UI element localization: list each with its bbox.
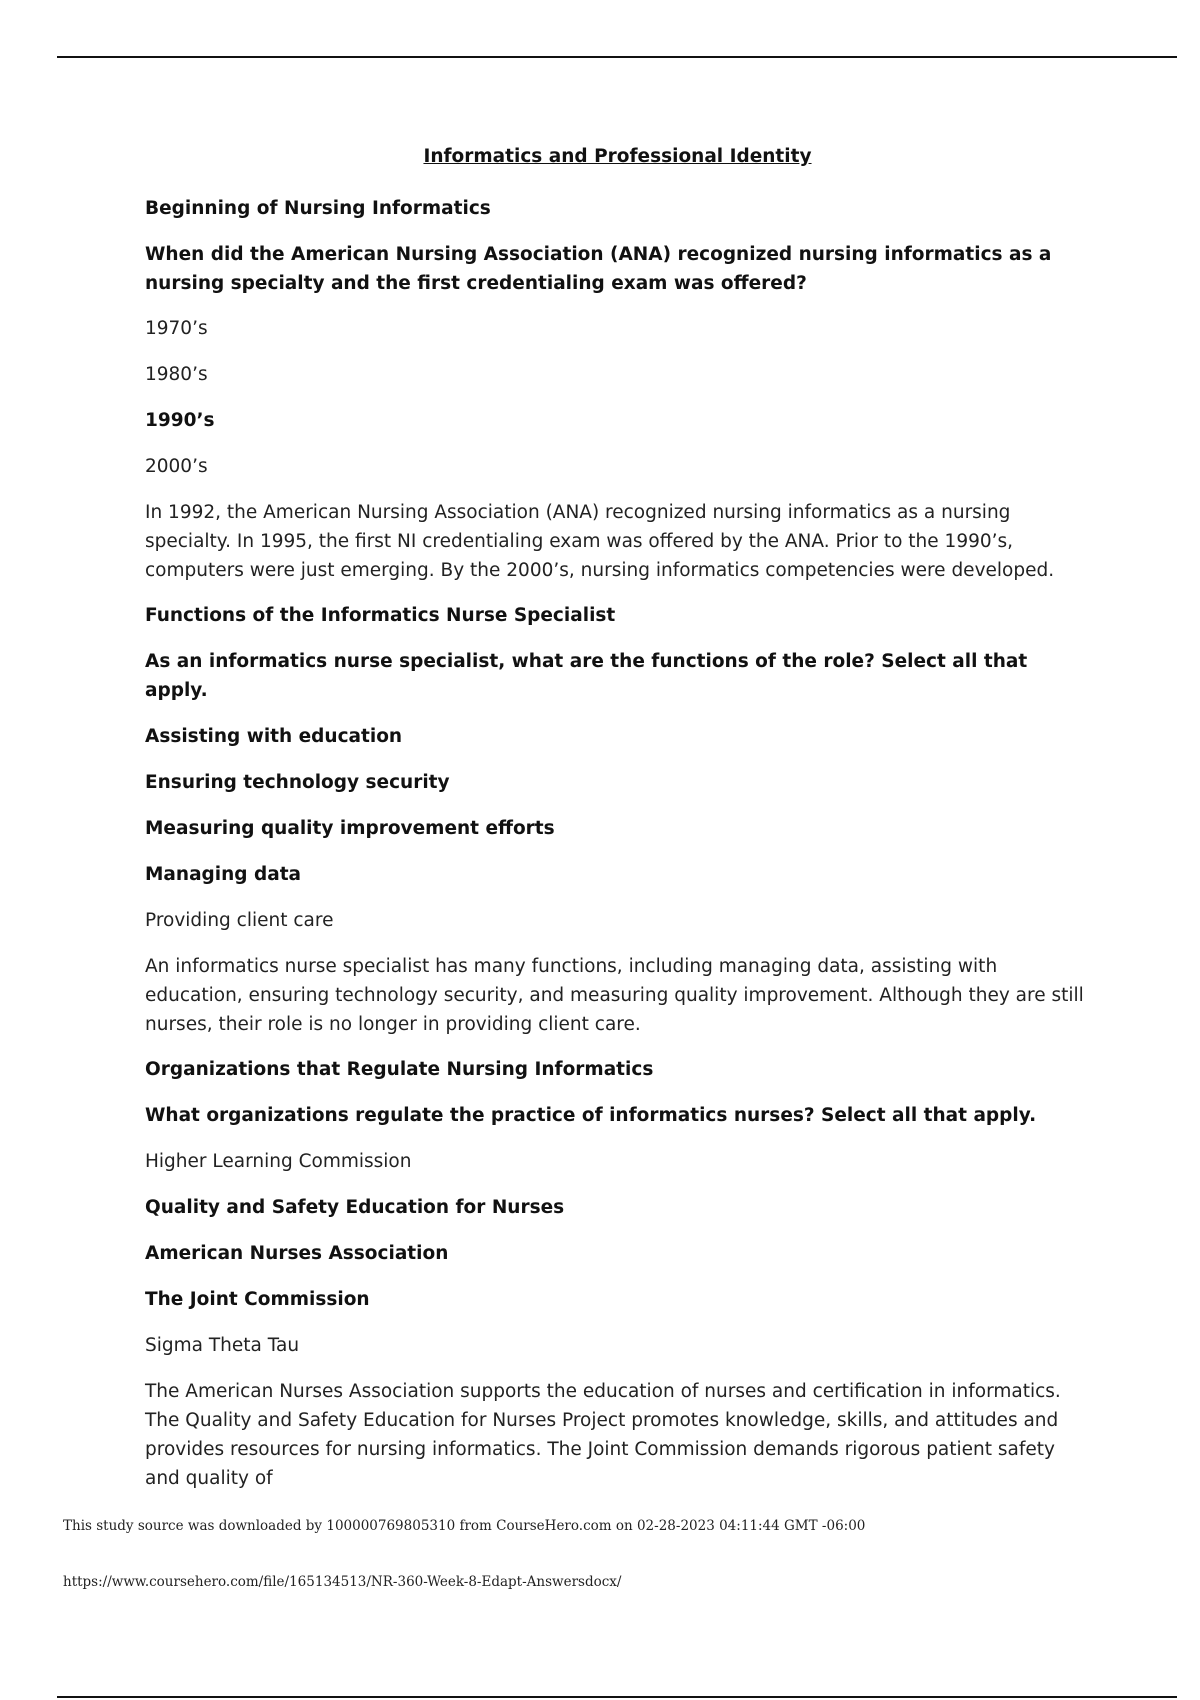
download-note: This study source was downloaded by 100000769805310 from CourseHero.com on 02-28-2023 04:11:44 GMT -06:00 [63, 1518, 866, 1534]
answer-option: Sigma Theta Tau [145, 1335, 300, 1356]
answer-option-correct: 1990’s [145, 410, 215, 431]
document-body [145, 146, 1090, 1509]
question-text: What organizations regulate the practice of informatics nurses? Select all that apply. [145, 1105, 1037, 1126]
explanation-text: The American Nurses Association supports the education of nurses and certification in informatics. The Quality and Safety Education for Nurses Project promotes knowledge, skills, and attitudes and provides resources for nursing informatics. The Joint Commission demands rigorous patient safety and quality of [145, 1381, 1061, 1489]
answer-option: 1980’s [145, 364, 208, 385]
answer-option-correct: Managing data [145, 864, 302, 885]
answer-option-correct: Measuring quality improvement efforts [145, 818, 555, 839]
answer-option-correct: The Joint Commission [145, 1289, 370, 1310]
explanation-text: An informatics nurse specialist has many functions, including managing data, assisting with education, ensuring technology security, and measuring quality improvement. Although they are still nurses, their role is no longer in providing client care. [145, 956, 1084, 1035]
document-title: Informatics and Professional Identity [423, 146, 812, 167]
question-text: As an informatics nurse specialist, what are the functions of the role? Select all that apply. [145, 651, 1028, 701]
section-heading: Organizations that Regulate Nursing Informatics [145, 1059, 654, 1080]
answer-option: 2000’s [145, 456, 208, 477]
top-rule [57, 56, 1177, 58]
question-text: When did the American Nursing Association (ANA) recognized nursing informatics as a nursing specialty and the first credentialing exam was offered? [145, 244, 1052, 294]
answer-option-correct: Ensuring technology security [145, 772, 450, 793]
answer-option: Providing client care [145, 910, 334, 931]
explanation-text: In 1992, the American Nursing Association (ANA) recognized nursing informatics as a nursing specialty. In 1995, the first NI credentialing exam was offered by the ANA. Prior to the 1990’s, computers were just emerging. By the 2000’s, nursing informatics competencies were developed. [145, 502, 1055, 581]
answer-option-correct: Quality and Safety Education for Nurses [145, 1197, 565, 1218]
source-url[interactable]: https://www.coursehero.com/file/165134513/NR-360-Week-8-Edapt-Answersdocx/ [63, 1574, 622, 1590]
answer-option-correct: Assisting with education [145, 726, 403, 747]
answer-option-correct: American Nurses Association [145, 1243, 449, 1264]
answer-option: 1970’s [145, 318, 208, 339]
bottom-rule [57, 1696, 1177, 1698]
section-heading: Beginning of Nursing Informatics [145, 198, 491, 219]
answer-option: Higher Learning Commission [145, 1151, 412, 1172]
section-heading: Functions of the Informatics Nurse Specialist [145, 605, 616, 626]
